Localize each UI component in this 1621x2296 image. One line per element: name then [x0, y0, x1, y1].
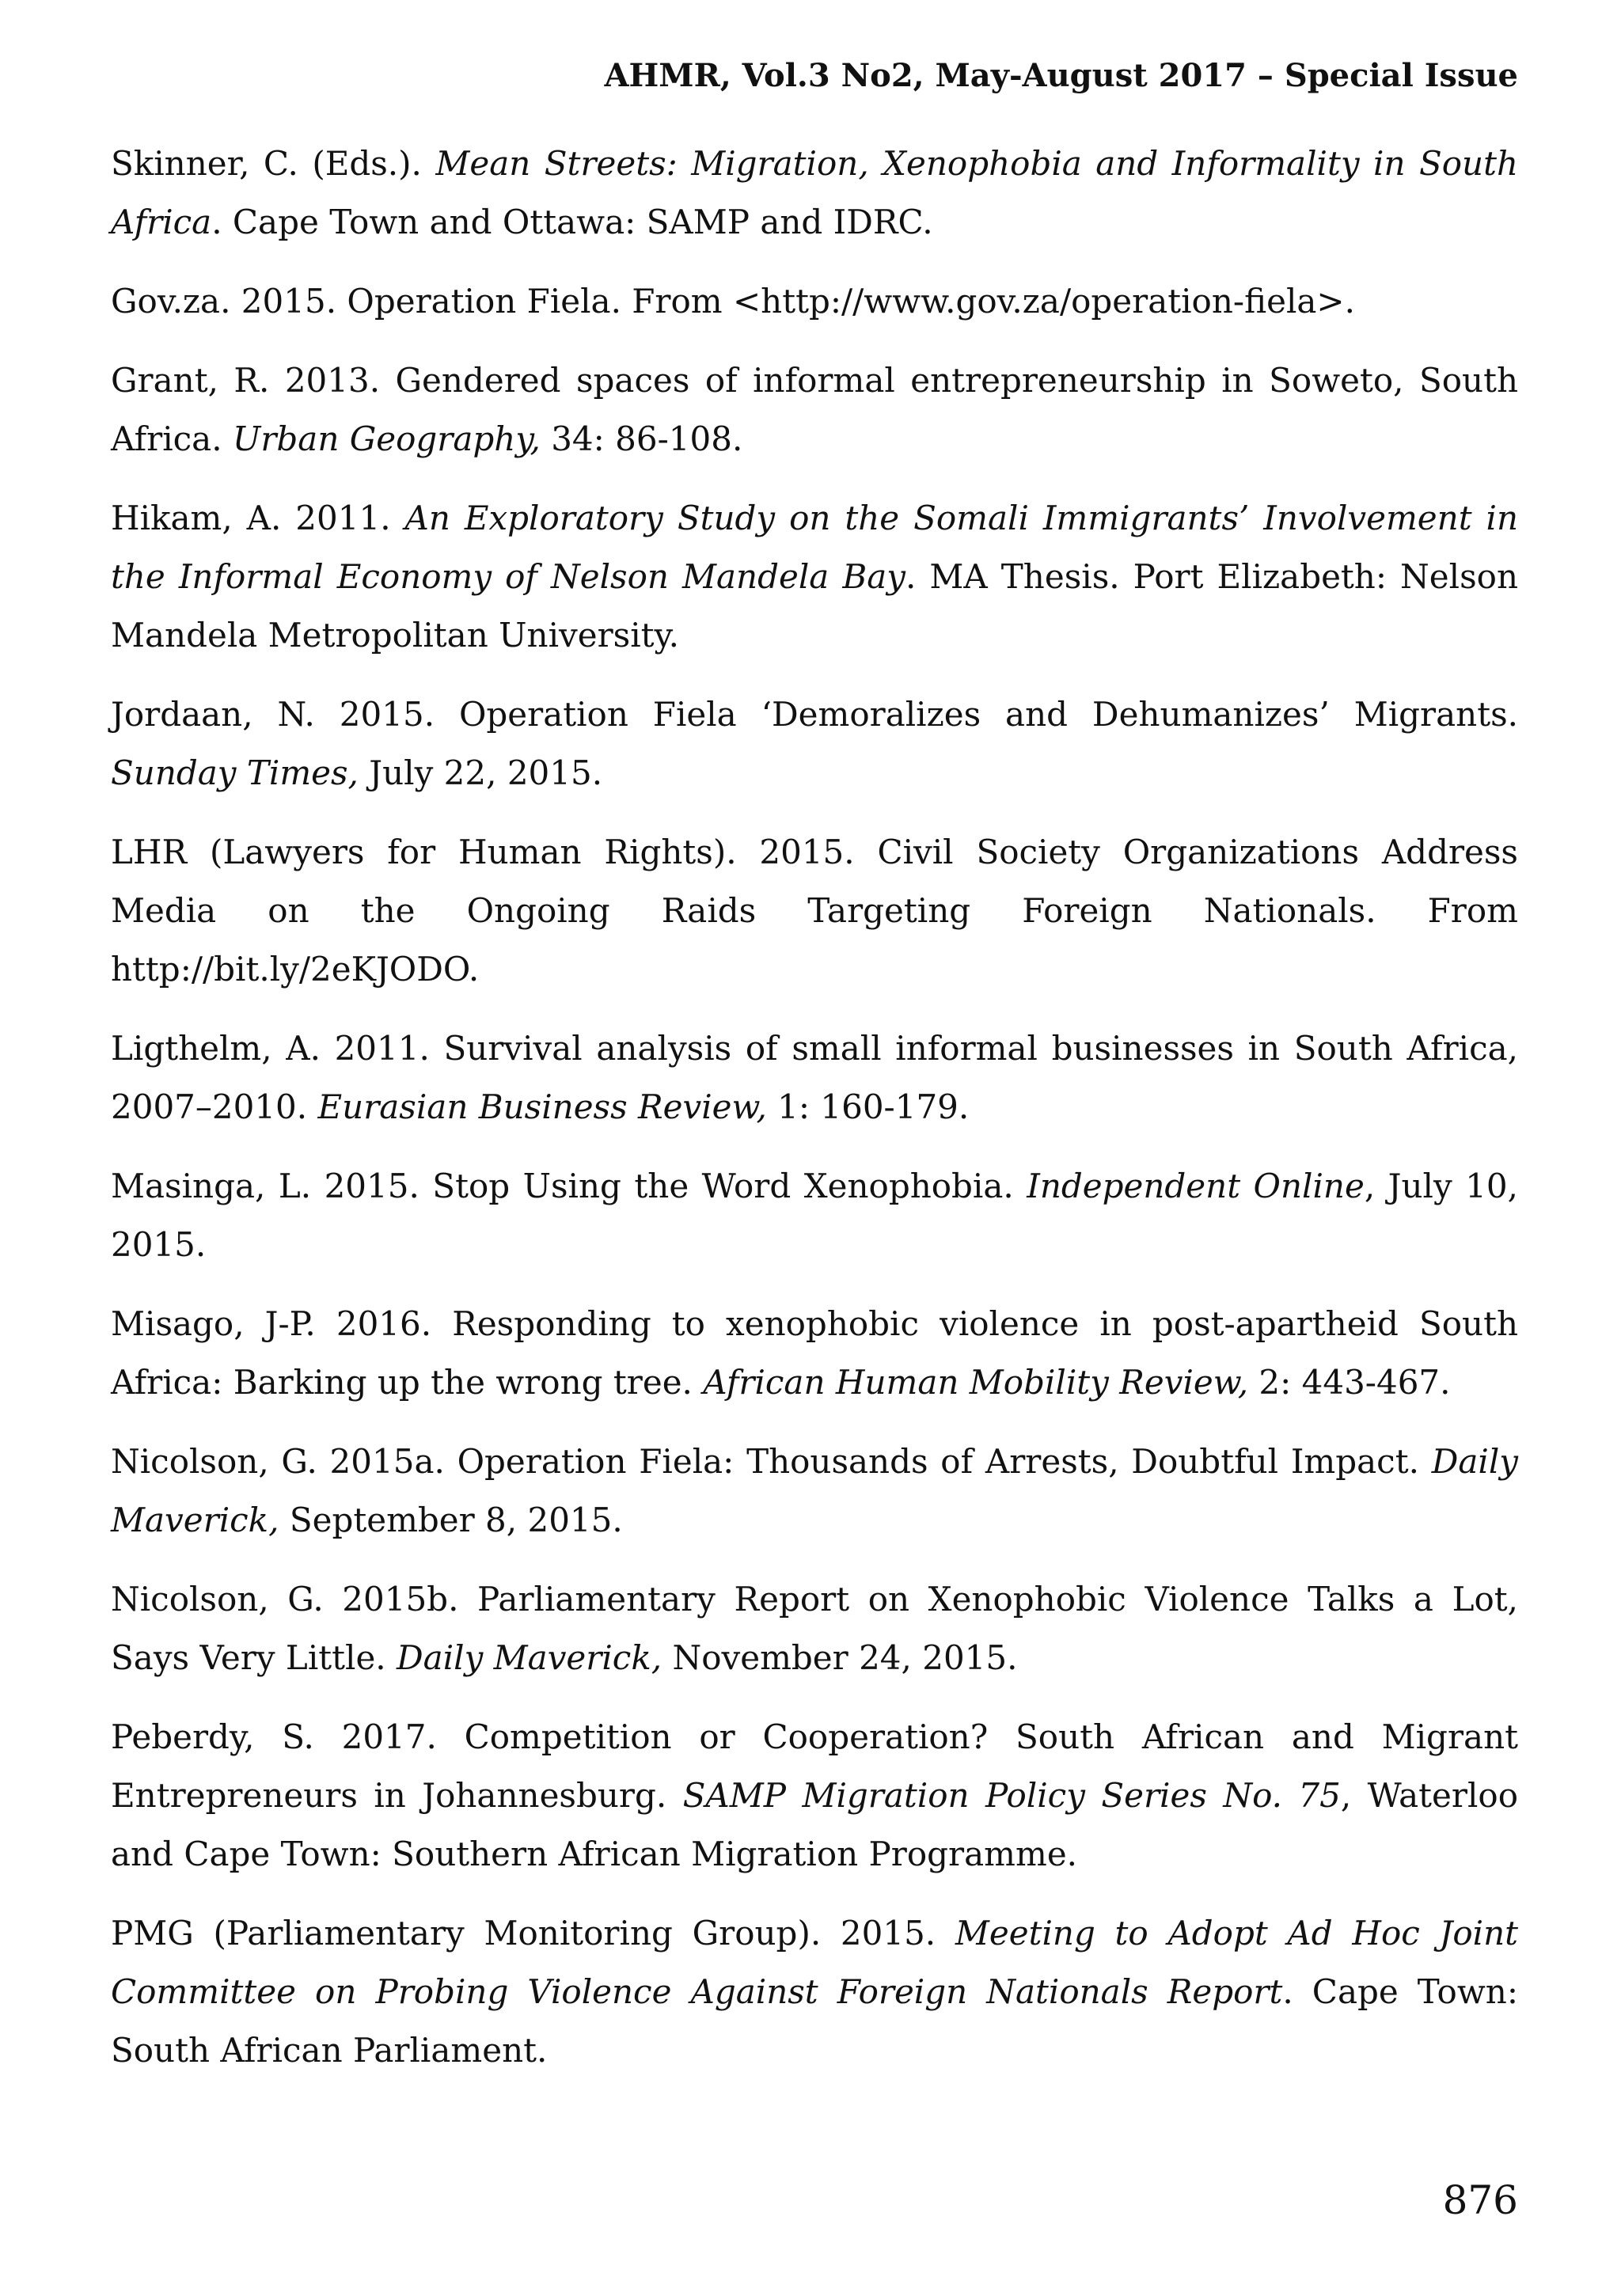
reference-text: Hikam, A. 2011.: [111, 499, 405, 537]
reference-text: September 8, 2015.: [279, 1501, 623, 1539]
running-header: AHMR, Vol.3 No2, May-August 2017 – Special Issue: [604, 57, 1518, 94]
reference-text: LHR (Lawyers for Human Rights). 2015. Civil Society Organizations Address Media on the Ongoing Raids Targeting Foreign Nationals. From http://bit.ly/2eKJODO.: [111, 833, 1518, 989]
reference-text: PMG (Parliamentary Monitoring Group). 2015.: [111, 1914, 955, 1953]
reference-title: African Human Mobility Review,: [703, 1363, 1249, 1402]
reference-text: . Cape Town and Ottawa: SAMP and IDRC.: [211, 203, 933, 241]
reference-text: Gov.za. 2015. Operation Fiela. From <http://www.gov.za/operation-fiela>.: [111, 282, 1355, 321]
reference-text: Misago, J-P. 2016. Responding to xenophobic violence in post-apartheid South Africa: Barking up the wrong tree.: [111, 1304, 1518, 1402]
reference-text: Masinga, L. 2015. Stop Using the Word Xenophobia.: [111, 1167, 1027, 1205]
reference-text: , July 10, 2015.: [111, 1167, 1518, 1264]
reference-text: Grant, R. 2013. Gendered spaces of informal entrepreneurship in Soweto, South Africa.: [111, 361, 1518, 458]
reference-text: Skinner, C. (Eds.).: [111, 144, 436, 183]
reference-text: Nicolson, G. 2015a. Operation Fiela: Thousands of Arrests, Doubtful Impact.: [111, 1442, 1432, 1481]
reference-title: Daily Maverick,: [111, 1442, 1518, 1539]
reference-entry: [111, 823, 1518, 999]
reference-text: . MA Thesis. Port Elizabeth: Nelson Mandela Metropolitan University.: [111, 557, 1518, 655]
reference-entry: [111, 351, 1518, 469]
reference-text: July 22, 2015.: [358, 753, 603, 792]
reference-title: Sunday Times,: [111, 753, 359, 792]
reference-entry: [111, 272, 1518, 331]
reference-text: 34: 86-108.: [540, 419, 743, 458]
reference-title: Daily Maverick,: [397, 1638, 662, 1677]
reference-title: An Exploratory Study on the Somali Immigrants’ Involvement in the Informal Economy of Nelson Mandela Bay: [111, 499, 1519, 596]
reference-text: 2: 443-467.: [1248, 1363, 1451, 1402]
reference-text: Ligthelm, A. 2011. Survival analysis of small informal businesses in South Africa, 2007–2010.: [111, 1029, 1518, 1126]
reference-entry: [111, 1433, 1518, 1550]
reference-text: . Cape Town: South African Parliament.: [111, 1972, 1518, 2070]
reference-list: [111, 135, 1518, 2101]
reference-text: Jordaan, N. 2015. Operation Fiela ‘Demoralizes and Dehumanizes’ Migrants.: [111, 695, 1518, 734]
reference-entry: [111, 1157, 1518, 1274]
reference-text: , Waterloo and Cape Town: Southern African Migration Programme.: [111, 1776, 1518, 1873]
reference-entry: [111, 1904, 1518, 2080]
reference-text: 1: 160-179.: [766, 1087, 970, 1126]
reference-text: Nicolson, G. 2015b. Parliamentary Report on Xenophobic Violence Talks a Lot, Says Very Little.: [111, 1580, 1518, 1677]
reference-title: SAMP Migration Policy Series No. 75: [682, 1776, 1341, 1815]
reference-text: Peberdy, S. 2017. Competition or Cooperation? South African and Migrant Entrepreneurs in Johannesburg.: [111, 1717, 1518, 1815]
reference-title: Urban Geography,: [232, 419, 541, 458]
reference-entry: [111, 1295, 1518, 1412]
reference-entry: [111, 135, 1518, 252]
reference-entry: [111, 1708, 1518, 1884]
page-number: 876: [1442, 2177, 1518, 2223]
reference-entry: [111, 685, 1518, 803]
reference-entry: [111, 1019, 1518, 1137]
reference-entry: [111, 1570, 1518, 1687]
reference-title: Eurasian Business Review,: [317, 1087, 767, 1126]
reference-title: Mean Streets: Migration, Xenophobia and Informality in South Africa: [111, 144, 1518, 241]
reference-entry: [111, 489, 1518, 665]
reference-title: Independent Online: [1027, 1167, 1365, 1205]
reference-title: Meeting to Adopt Ad Hoc Joint Committee on Probing Violence Against Foreign Nationals Report: [111, 1914, 1519, 2011]
reference-text: November 24, 2015.: [662, 1638, 1018, 1677]
